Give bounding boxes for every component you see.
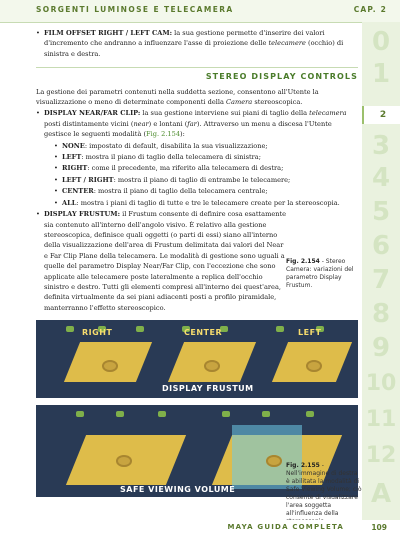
display-near-far-item: [36, 108, 358, 139]
tab-num-10: 10: [365, 371, 397, 396]
running-head: SORGENTI LUMINOSE E TELECAMERA: [36, 5, 234, 14]
near-far-text-2: posti distintamente vicini (: [44, 119, 134, 128]
figure-1-number: Fig. 2.154: [286, 258, 320, 265]
near-far-italic-2: near: [133, 119, 149, 128]
option-term: RIGHT: [62, 164, 88, 173]
option-left-right: [54, 175, 358, 185]
figure-2-panel-label: SAFE VIEWING VOLUME: [120, 485, 236, 494]
tab-num-active: 2: [362, 106, 400, 124]
tab-num-9: 9: [371, 333, 391, 363]
option-right: [54, 163, 358, 173]
intro-text-2: stereoscopica.: [252, 98, 303, 107]
intro-text-1: La gestione dei parametri contenuti nella suddetta sezione, consentono all'Utente la visualizzazione o meno di determinate componenti della: [36, 87, 319, 107]
coins-icon: [116, 455, 132, 467]
tab-num-A: A: [370, 479, 392, 509]
figure-2-number: Fig. 2.155: [286, 462, 320, 469]
near-far-term: DISPLAY NEAR/FAR CLIP:: [44, 109, 141, 118]
frustum-text: il Frustum consente di definire cosa esattamente sia contenuto all'interno dell'angolo visivo. È relativo alla gestione stereoscopica, definisce quali oggetti (o parti di essi) siano all'interno della visualizzazione dell'area di Frustum delimitata dai valori del Near e Far Clip Plane della telecamera. Le modalità di gestione sono uguali a quelle del parametro Display Near/Far Clip, con l'eccezione che sono applicate alle telecamere poste lateralmente a replica dell'occhio sinistro e destro. Tutti gli elementi compresi all'interno dei quest'area, definita virtualmente da sei piani adiacenti posti a profilo piramidale, manterranno l'effetto stereoscopico.: [44, 210, 287, 312]
section-title: STEREO DISPLAY CONTROLS: [36, 67, 358, 82]
light-icon: [276, 326, 284, 332]
coins-icon: [204, 360, 220, 372]
section-intro: [36, 87, 358, 108]
header-bar: [0, 0, 400, 23]
figure-1-panel-label: DISPLAY FRUSTUM: [162, 384, 254, 393]
option-text: : come il precedente, ma riferito alla telecamera di destra;: [87, 164, 284, 173]
option-term: LEFT: [62, 153, 82, 162]
plane-label-center: CENTER: [184, 328, 223, 337]
chapter-tab-rail: [362, 22, 400, 520]
page-number: 109: [371, 523, 387, 532]
light-icon: [76, 411, 84, 417]
tab-num-5: 5: [371, 197, 391, 227]
near-far-text-1: la sua gestione interviene sui piani di taglio della: [140, 109, 310, 118]
near-far-text-5: ):: [180, 130, 185, 139]
film-offset-item: [36, 28, 358, 59]
footer: [0, 520, 400, 537]
option-left: [54, 152, 358, 162]
intro-italic: Camera: [226, 98, 253, 107]
option-term: LEFT / RIGHT: [62, 175, 114, 184]
light-icon: [116, 411, 124, 417]
light-icon: [262, 411, 270, 417]
figure-1-caption: [286, 258, 358, 290]
option-center: [54, 186, 358, 196]
book-title: MAYA GUIDA COMPLETA: [227, 523, 344, 531]
film-offset-term: FILM OFFSET RIGHT / LEFT CAM:: [44, 29, 173, 37]
option-text: : impostato di default, disabilita la sua visualizzazione;: [84, 141, 268, 150]
tab-num-7: 7: [371, 265, 391, 295]
option-none: [54, 141, 358, 151]
option-text: : mostra il piano di taglio della telecamera centrale;: [93, 187, 268, 196]
figure-2-caption-text: - Nell'immagine di destra è abilitata la modalità di Safe Viewing Volume; ciò consente di visualizzare l'area soggetta all'influenza della: [286, 462, 362, 517]
option-term: ALL: [62, 198, 77, 207]
film-offset-text-1: la sua gestione permette d'inserire dei valori d'incremento che andranno a influenzare l'asse di proiezione delle: [44, 29, 325, 48]
film-offset-italic: telecamere: [268, 39, 306, 48]
tab-num-0: 0: [371, 27, 391, 57]
light-icon: [158, 411, 166, 417]
near-far-text-3: ) e lontani (: [148, 119, 188, 128]
display-frustum-item: [36, 209, 288, 313]
near-far-italic-1: telecamera: [309, 109, 347, 118]
tab-num-12: 12: [365, 443, 397, 468]
tab-num-3: 3: [371, 131, 391, 161]
chapter-label: CAP. 2: [353, 5, 387, 14]
coins-icon: [102, 360, 118, 372]
light-icon: [136, 326, 144, 332]
option-text: : mostra i piani di taglio di tutte e tre le telecamere create per la stereoscopia.: [76, 198, 340, 207]
figure-reference-link[interactable]: Fig. 2.154: [146, 130, 181, 139]
option-all: [54, 198, 358, 208]
film-offset-text-2: (occhio) di sinistra e destra.: [44, 39, 344, 58]
frustum-term: DISPLAY FRUSTUM:: [44, 210, 121, 219]
option-text: : mostra il piano di taglio della telecamera di sinistra;: [81, 153, 261, 162]
figure-1-caption-text: - Stereo Camera: variazioni del parametro Display Frustum.: [286, 258, 354, 289]
coins-icon: [306, 360, 322, 372]
coins-icon: [266, 455, 282, 467]
light-icon: [222, 411, 230, 417]
tab-num-6: 6: [371, 231, 391, 261]
near-far-italic-3: far: [187, 119, 197, 128]
figure-1-image: [36, 320, 358, 398]
figure-2-caption: [286, 462, 362, 526]
near-far-options: [36, 141, 358, 208]
option-term: NONE: [62, 141, 85, 150]
plane-label-left: LEFT: [298, 328, 322, 337]
plane-label-right: RIGHT: [82, 328, 113, 337]
option-term: CENTER: [62, 187, 94, 196]
light-icon: [66, 326, 74, 332]
tab-num-8: 8: [371, 299, 391, 329]
tab-num-4: 4: [371, 163, 391, 193]
light-icon: [306, 411, 314, 417]
option-text: : mostra il piano di taglio di entrambe le telecamere;: [113, 175, 291, 184]
tab-num-11: 11: [365, 407, 397, 432]
tab-num-1: 1: [371, 59, 391, 89]
near-far-text-4: ). Attraverso un menu a discesa l'Utente gestisce le seguenti modalità (: [44, 119, 332, 139]
